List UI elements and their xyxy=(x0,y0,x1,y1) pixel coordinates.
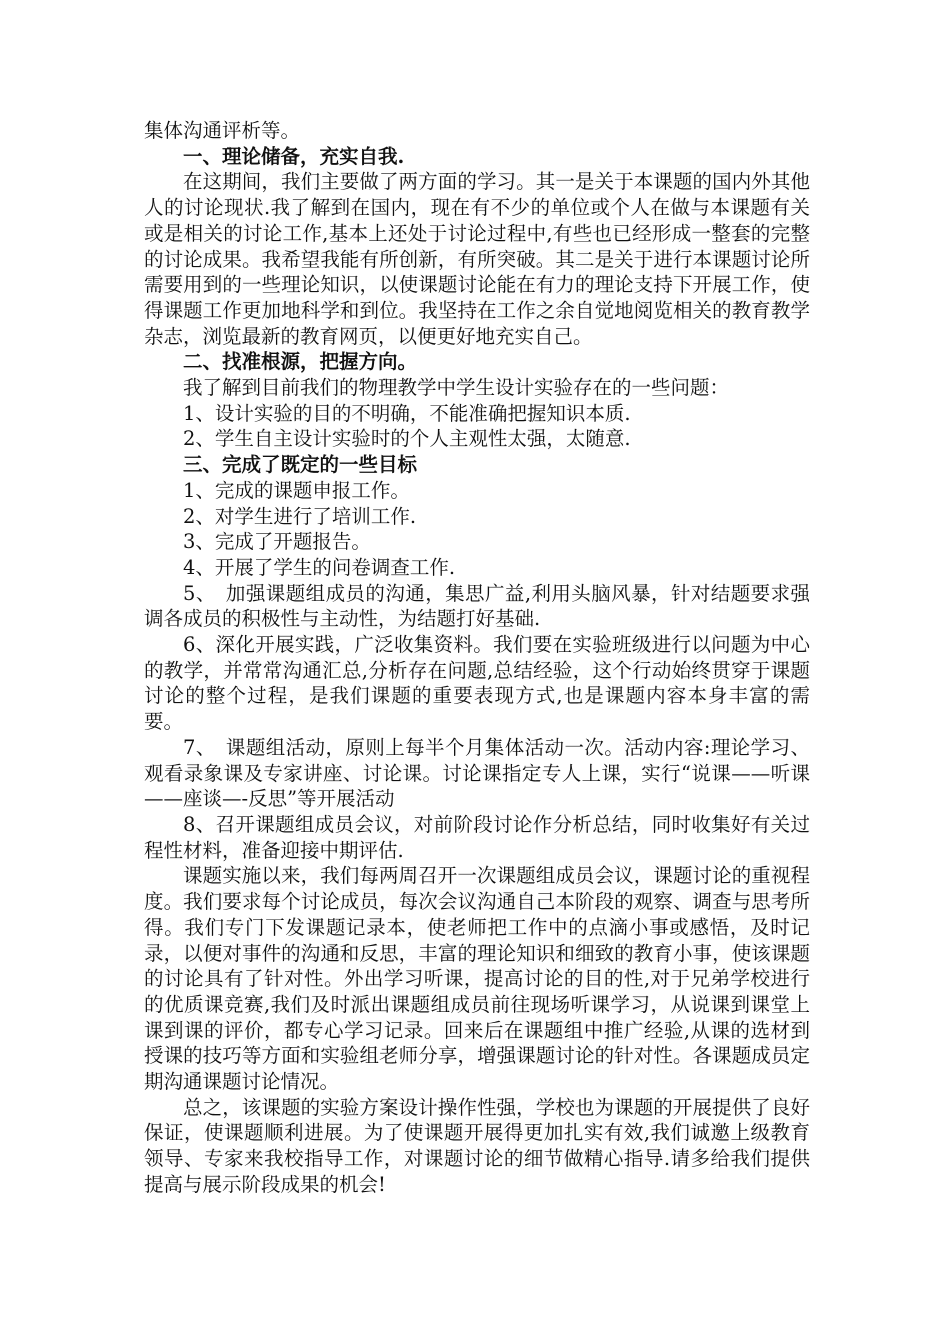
document-body xyxy=(144,118,810,1198)
section2-heading: 二、找准根源，把握方向。 xyxy=(183,350,418,374)
section3-item: 1、完成的课题申报工作。 xyxy=(183,478,410,502)
section2-item: 1、设计实验的目的不明确，不能准确把握知识本质. xyxy=(183,401,631,425)
section3-item: 2、对学生进行了培训工作. xyxy=(183,504,417,528)
section3-item: 8、召开课题组成员会议，对前阶段讨论作分析总结，同时收集好有关过程性材料，准备迎接中期评估. xyxy=(144,812,810,862)
section3-item: 4、开展了学生的问卷调查工作. xyxy=(183,555,456,579)
conclusion-paragraph: 总之，该课题的实验方案设计操作性强，学校也为课题的开展提供了良好保证，使课题顺利进展。为了使课题开展得更加扎实有效,我们诚邀上级教育领导、专家来我校指导工作，对课题讨论的细节做精心指导.请多给我们提供提高与展示阶段成果的机会! xyxy=(144,1095,810,1196)
section3-item: 7、 课题组活动，原则上每半个月集体活动一次。活动内容:理论学习、观看录象课及专家讲座、讨论课。讨论课指定专人上课，实行“说课——听课——座谈—-反思”等开展活动 xyxy=(144,735,810,811)
lead-fragment: 集体沟通评析等。 xyxy=(144,119,301,142)
section1-heading: 一、理论储备，充实自我. xyxy=(183,144,405,168)
section2-item: 2、学生自主设计实验时的个人主观性太强，太随意. xyxy=(183,427,631,451)
section2-intro: 我了解到目前我们的物理教学中学生设计实验存在的一些问题： xyxy=(183,376,730,400)
section1-paragraph: 在这期间，我们主要做了两方面的学习。其一是关于本课题的国内外其他人的讨论现状.我了解到在国内，现在有不少的单位或个人在做与本课题有关或是相关的讨论工作,基本上还处于讨论过程中,有些也已经形成一整套的完整的讨论成果。我希望我能有所创新，有所突破。其二是关于进行本课题讨论所需要用到的一些理论知识，以使课题讨论能在有力的理论支持下开展工作，使得课题工作更加地科学和到位。我坚持在工作之余自觉地阅览相关的教育教学杂志，浏览最新的教育网页，以便更好地充实自己。 xyxy=(144,170,810,348)
implementation-paragraph: 课题实施以来，我们每两周召开一次课题组成员会议，课题讨论的重视程度。我们要求每个讨论成员，每次会议沟通自己本阶段的观察、调查与思考所得。我们专门下发课题记录本，使老师把工作中的点滴小事或感悟，及时记录，以便对事件的沟通和反思，丰富的理论知识和细致的教育小事，使该课题的讨论具有了针对性。外出学习听课，提高讨论的目的性,对于兄弟学校进行的优质课竞赛,我们及时派出课题组成员前往现场听课学习，从说课到课堂上课到课的评价，都专心学习记录。回来后在课题组中推广经验,从课的选材到授课的技巧等方面和实验组老师分享，增强课题讨论的针对性。各课题成员定期沟通课题讨论情况。 xyxy=(144,864,810,1094)
section3-heading: 三、完成了既定的一些目标 xyxy=(183,453,418,477)
section3-item: 6、深化开展实践，广泛收集资料。我们要在实验班级进行以问题为中心的教学，并常常沟通汇总,分析存在问题,总结经验，这个行动始终贯穿于课题讨论的整个过程，是我们课题的重要表现方式,也是课题内容本身丰富的需要。 xyxy=(144,633,810,734)
section3-item: 5、 加强课题组成员的沟通，集思广益,利用头脑风暴，针对结题要求强调各成员的积极性与主动性，为结题打好基础. xyxy=(144,581,810,631)
section3-item: 3、完成了开题报告。 xyxy=(183,530,371,554)
